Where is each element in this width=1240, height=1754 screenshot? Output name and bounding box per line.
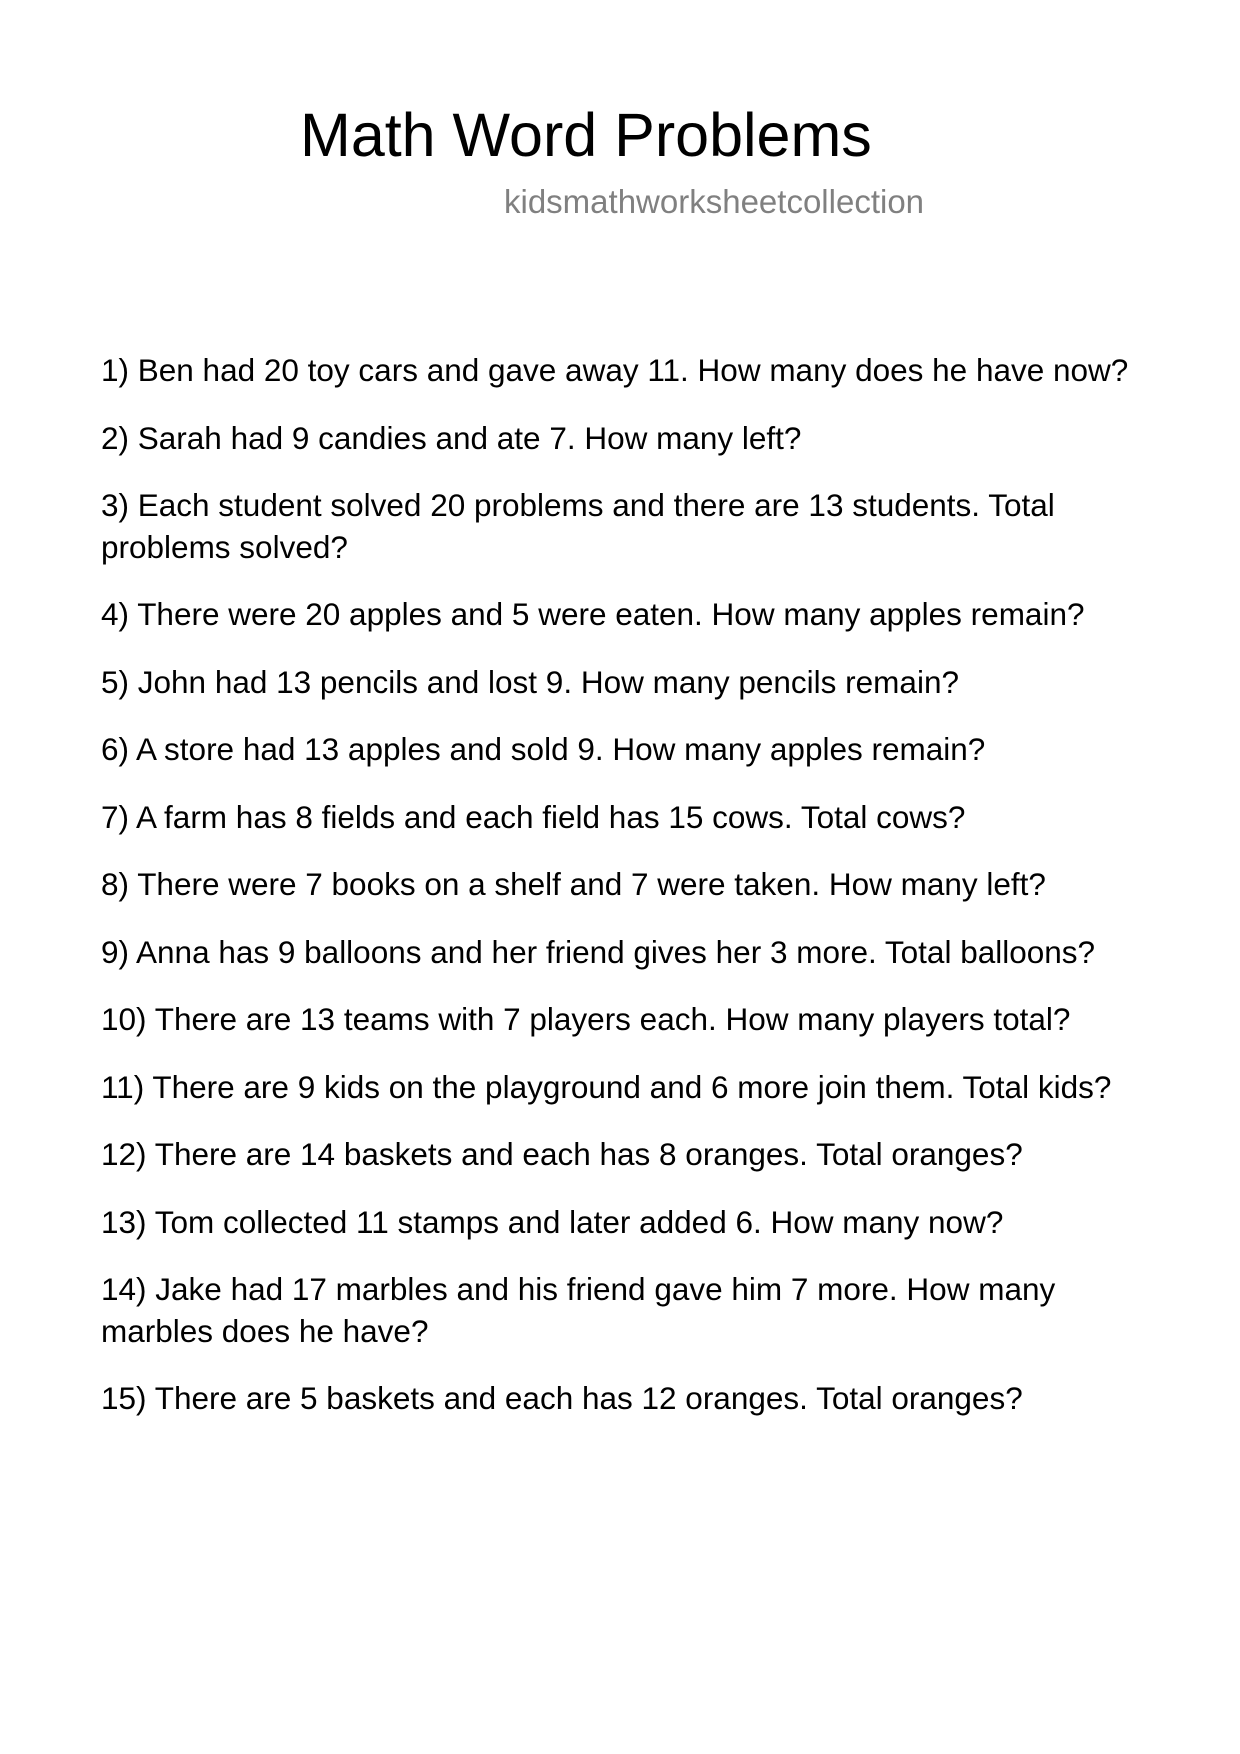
problem-item: 10) There are 13 teams with 7 players each. How many players total? bbox=[101, 1001, 1071, 1037]
source-subtitle: kidsmathworksheetcollection bbox=[504, 183, 925, 220]
problem-item: 8) There were 7 books on a shelf and 7 were taken. How many left? bbox=[101, 866, 1046, 902]
problem-item: 14) Jake had 17 marbles and his friend gave him 7 more. How many marbles does he have? bbox=[101, 1271, 1056, 1349]
problem-item: 4) There were 20 apples and 5 were eaten. How many apples remain? bbox=[101, 596, 1085, 632]
problem-item: 2) Sarah had 9 candies and ate 7. How many left? bbox=[101, 419, 802, 456]
problem-item: 6) A store had 13 apples and sold 9. How many apples remain? bbox=[101, 731, 986, 767]
problem-item: 13) Tom collected 11 stamps and later added 6. How many now? bbox=[101, 1203, 1004, 1240]
problem-item: 12) There are 14 baskets and each has 8 oranges. Total oranges? bbox=[101, 1136, 1023, 1172]
problem-item: 15) There are 5 baskets and each has 12 oranges. Total oranges? bbox=[101, 1380, 1023, 1416]
problem-item: 11) There are 9 kids on the playground and 6 more join them. Total kids? bbox=[101, 1068, 1112, 1105]
problem-item: 5) John had 13 pencils and lost 9. How many pencils remain? bbox=[101, 663, 959, 700]
problem-item: 3) Each student solved 20 problems and there are 13 students. Total problems solved? bbox=[101, 487, 1055, 565]
problem-list bbox=[101, 350, 1141, 1446]
problem-item: 9) Anna has 9 balloons and her friend gives her 3 more. Total balloons? bbox=[101, 933, 1096, 970]
page-title: Math Word Problems bbox=[300, 101, 872, 169]
problem-item: 7) A farm has 8 fields and each field has 15 cows. Total cows? bbox=[101, 798, 966, 835]
problem-item: 1) Ben had 20 toy cars and gave away 11. How many does he have now? bbox=[101, 352, 1129, 388]
